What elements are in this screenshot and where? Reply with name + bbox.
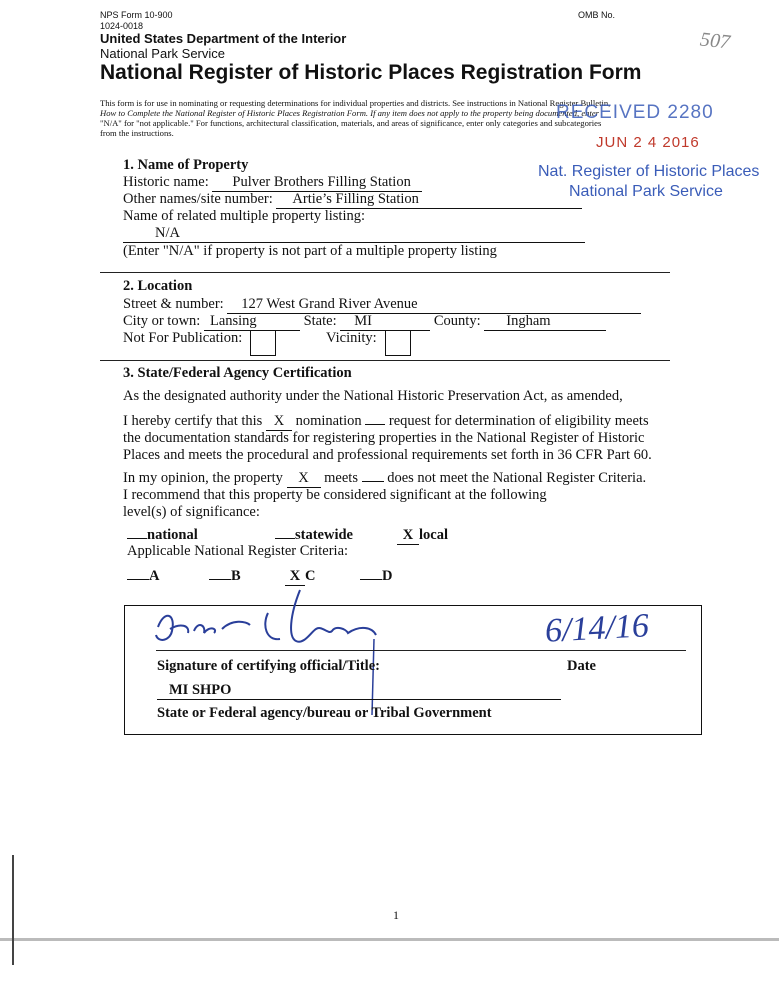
vicinity-label: Vicinity: xyxy=(326,330,377,346)
scan-edge xyxy=(0,938,779,941)
section2-heading: 2. Location xyxy=(123,278,193,294)
city-row: City or town: Lansing State: MI County: Ingham xyxy=(123,313,606,331)
handwritten-date: 6/14/16 xyxy=(544,607,650,650)
nomination-mark: X xyxy=(266,413,292,431)
signature-label: Signature of certifying official/Title: xyxy=(157,658,380,674)
signature-line xyxy=(156,650,686,651)
related-listing-note: (Enter "N/A" if property is not part of a multiple property listing xyxy=(123,243,497,259)
certify-text-2: Places and meets the procedural and professional requirements set forth in 36 CFR Part 60. xyxy=(123,447,652,463)
level-local: X local xyxy=(397,527,448,545)
other-names-value: Artie’s Filling Station xyxy=(276,191,582,209)
intro-text: This form is for use in nominating or requesting determinations for individual properties and districts. See instructions in National Register Bulletin, How to Complete the National Register of Historic Places Registration Form. If any item does not apply to the property being documented, enter "N/A" for "not applicable." For functions, architectural classification, materials, and areas of significance, enter only categories and subcategories from the instructions. xyxy=(100,98,611,138)
other-names-row: Other names/site number: Artie’s Filling Station xyxy=(123,191,582,209)
form-title: National Register of Historic Places Registration Form xyxy=(100,61,642,84)
level-national: national xyxy=(127,527,198,544)
scan-margin-mark xyxy=(12,855,14,965)
certify-text-1: the documentation standards for registering properties in the National Register of Historic xyxy=(123,430,645,446)
criterion-d: D xyxy=(360,568,392,585)
related-listing-label: Name of related multiple property listing: xyxy=(123,208,366,224)
certification-authority: As the designated authority under the National Historic Preservation Act, as amended, xyxy=(123,388,623,404)
historic-name-row: Historic name: Pulver Brothers Filling Station xyxy=(123,174,422,192)
handwritten-number: 507 xyxy=(698,28,732,54)
recommend-text: I recommend that this property be considered significant at the following xyxy=(123,487,547,503)
page-number: 1 xyxy=(393,908,399,922)
historic-name-value: Pulver Brothers Filling Station xyxy=(212,174,422,192)
certify-row: I hereby certify that this X nomination request for determination of eligibility meets xyxy=(123,413,649,429)
criterion-b: B xyxy=(209,568,241,585)
street-value: 127 West Grand River Avenue xyxy=(227,296,641,314)
received-stamp: RECEIVED 2280 xyxy=(556,102,714,123)
agency-value: MI SHPO xyxy=(157,682,561,700)
form-number: NPS Form 10-900 xyxy=(100,10,173,20)
opinion-row: In my opinion, the property X meets does not meet the National Register Criteria. xyxy=(123,470,647,486)
omb-number: OMB No. xyxy=(578,10,616,20)
meets-mark: X xyxy=(287,470,321,488)
county-value: Ingham xyxy=(484,313,606,331)
date-label: Date xyxy=(567,658,596,674)
state-value: MI xyxy=(340,313,430,331)
related-listing-row xyxy=(123,225,585,243)
level-label: level(s) of significance: xyxy=(123,504,260,520)
criteria-label: Applicable National Register Criteria: xyxy=(127,543,349,559)
criterion-c: X C xyxy=(285,568,315,586)
related-listing-value: N/A xyxy=(123,225,585,243)
section3-heading: 3. State/Federal Agency Certification xyxy=(123,365,352,381)
agency-row xyxy=(157,682,561,700)
service: National Park Service xyxy=(100,46,225,61)
city-value: Lansing xyxy=(204,313,300,331)
not-for-publication-checkbox[interactable] xyxy=(250,330,276,356)
divider xyxy=(100,360,670,361)
omb-code: 1024-0018 xyxy=(100,21,144,31)
department: United States Department of the Interior xyxy=(100,31,347,46)
signature-text xyxy=(158,616,165,617)
criterion-a: A xyxy=(127,568,159,585)
vicinity-checkbox[interactable] xyxy=(385,330,411,356)
agency-label: State or Federal agency/bureau or Tribal Government xyxy=(157,705,492,721)
stamp-line-2: National Park Service xyxy=(569,183,723,200)
section1-heading: 1. Name of Property xyxy=(123,157,249,173)
stamp-line-1: Nat. Register of Historic Places xyxy=(538,163,760,180)
divider xyxy=(100,272,670,273)
street-row: Street & number: 127 West Grand River Avenue xyxy=(123,296,641,314)
level-statewide: statewide xyxy=(275,527,353,544)
stamp-date: JUN 2 4 2016 xyxy=(596,134,700,151)
not-for-publication-label: Not For Publication: xyxy=(123,330,243,346)
